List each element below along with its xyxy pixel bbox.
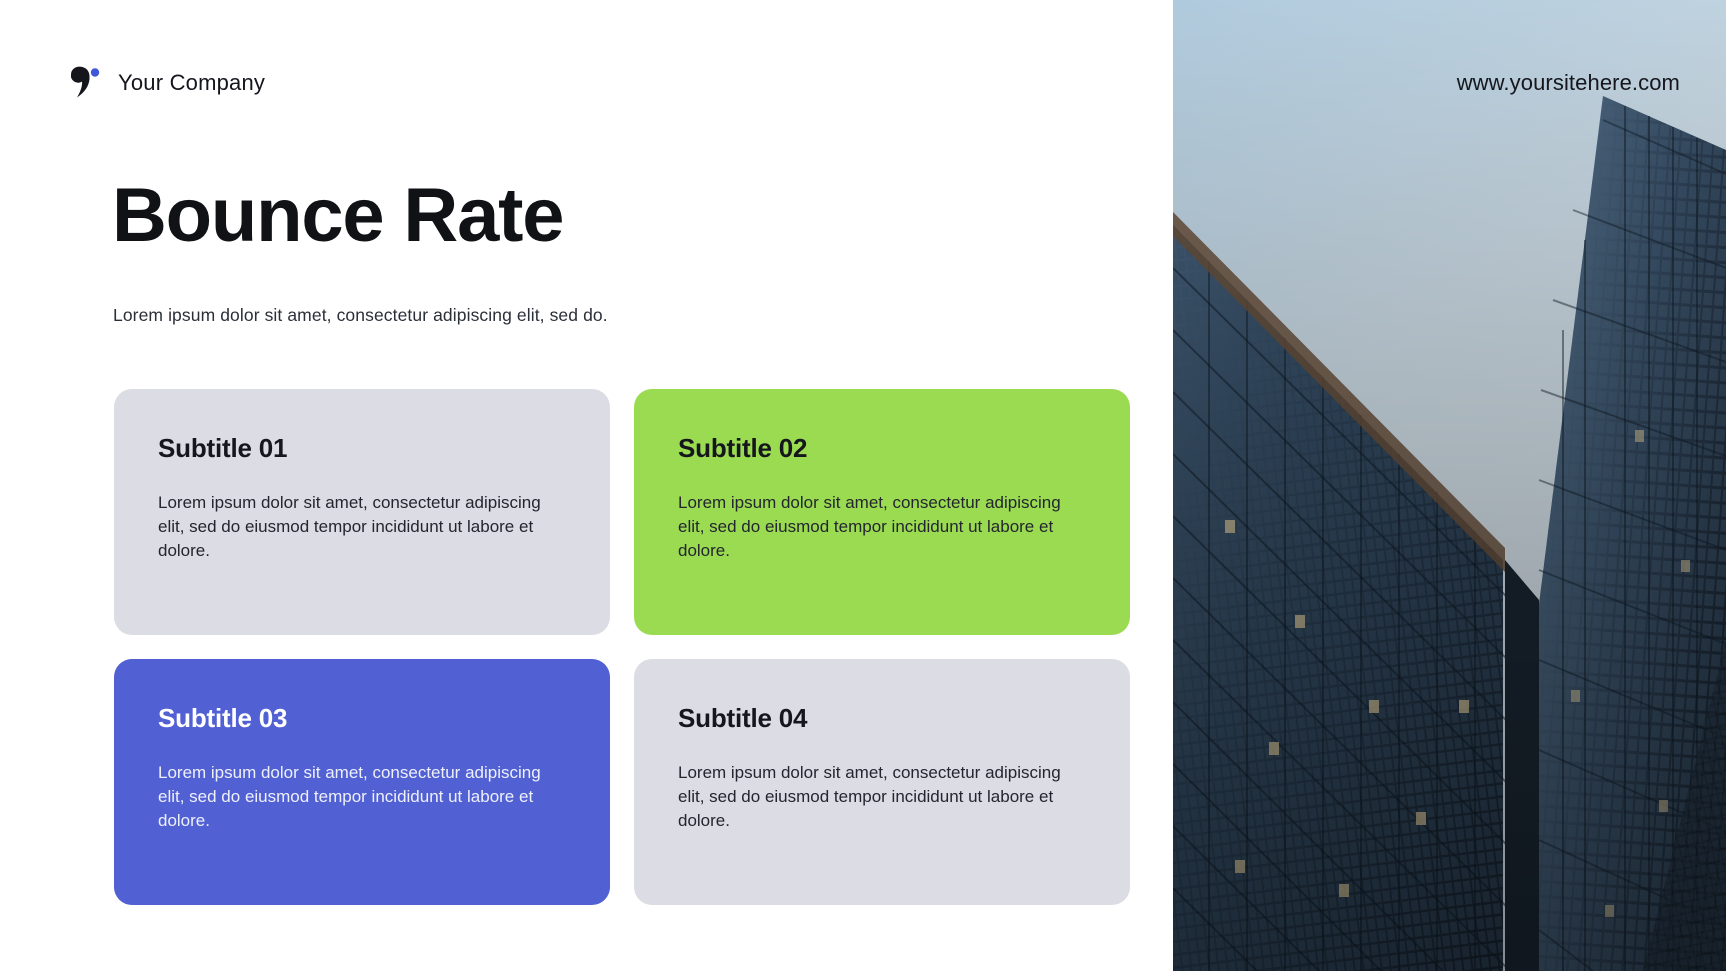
card-subtitle-01[interactable] <box>114 389 610 635</box>
card-body: Lorem ipsum dolor sit amet, consectetur adipiscing elit, sed do eiusmod tempor incididunt ut labore et dolore. <box>158 763 541 831</box>
card-grid <box>114 389 1130 905</box>
brand-name: Your Company <box>118 70 266 95</box>
card-title: Subtitle 01 <box>158 433 288 463</box>
card-title: Subtitle 04 <box>678 703 808 733</box>
card-body: Lorem ipsum dolor sit amet, consectetur adipiscing elit, sed do eiusmod tempor incididunt ut labore et dolore. <box>678 493 1061 561</box>
image-pane <box>1173 0 1726 971</box>
card-subtitle-03[interactable] <box>114 659 610 905</box>
card-title: Subtitle 02 <box>678 433 808 463</box>
comma-dot-logo-icon <box>68 64 104 102</box>
card-subtitle-02[interactable] <box>634 389 1130 635</box>
skyscraper-photo <box>1173 0 1726 971</box>
page-subtitle: Lorem ipsum dolor sit amet, consectetur adipiscing elit, sed do. <box>113 305 608 325</box>
website-url[interactable]: www.yoursitehere.com <box>1456 70 1680 95</box>
brand[interactable] <box>68 64 265 102</box>
card-title: Subtitle 03 <box>158 703 288 733</box>
card-body: Lorem ipsum dolor sit amet, consectetur adipiscing elit, sed do eiusmod tempor incididunt ut labore et dolore. <box>158 493 541 561</box>
page-title: Bounce Rate <box>112 173 564 258</box>
card-subtitle-04[interactable] <box>634 659 1130 905</box>
card-body: Lorem ipsum dolor sit amet, consectetur adipiscing elit, sed do eiusmod tempor incididunt ut labore et dolore. <box>678 763 1061 831</box>
